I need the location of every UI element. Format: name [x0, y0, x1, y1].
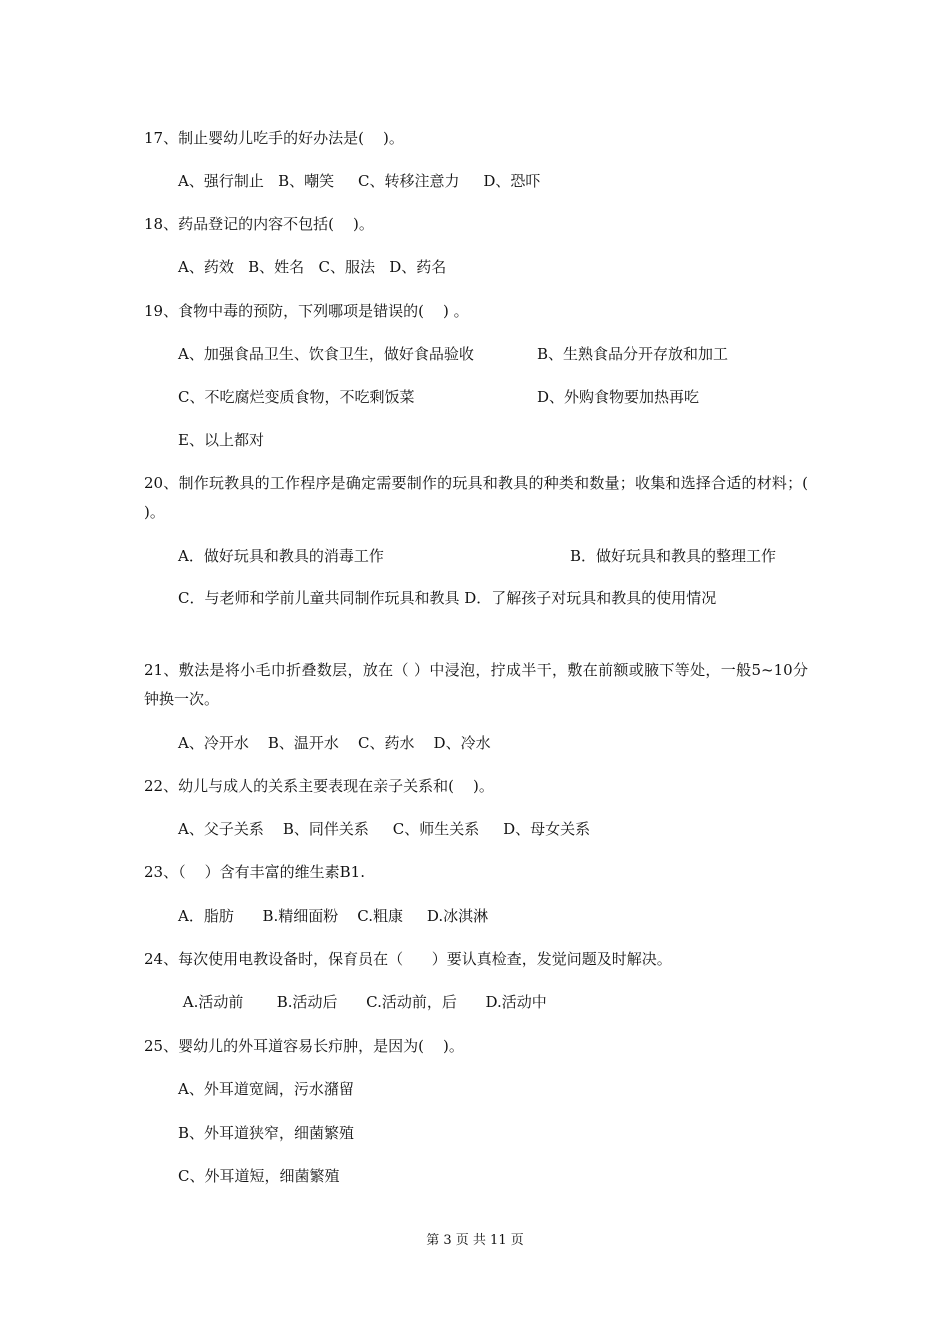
question-23-stem: 23、（ ）含有丰富的维生素B1.: [144, 863, 365, 881]
question-25-option-b: B、外耳道狭窄，细菌繁殖: [178, 1124, 355, 1142]
question-20-option-b: B．做好玩具和教具的整理工作: [570, 547, 777, 565]
question-19-option-b: B、生熟食品分开存放和加工: [537, 345, 729, 363]
page-number-footer: 第 3 页 共 11 页: [426, 1233, 524, 1248]
question-21-stem: 21、敷法是将小毛巾折叠数层，放在（ ）中浸泡，拧成半干，敷在前额或腋下等处，一般5~10分钟换一次。: [144, 661, 808, 708]
question-25-option-a: A、外耳道宽阔，污水潴留: [178, 1080, 354, 1098]
question-25-option-c: C、外耳道短，细菌繁殖: [178, 1167, 340, 1185]
question-17-stem: 17、制止婴幼儿吃手的好办法是( )。: [144, 129, 404, 147]
question-19-option-e: E、以上都对: [178, 431, 264, 449]
question-17-options: A、强行制止 B、嘲笑 C、转移注意力 D、恐吓: [178, 172, 541, 190]
question-24-options: A.活动前 B.活动后 C.活动前，后 D.活动中: [178, 993, 547, 1011]
question-24-stem: 24、每次使用电教设备时，保育员在（ ）要认真检查，发觉问题及时解决。: [144, 950, 672, 968]
question-21-options: A、冷开水 B、温开水 C、药水 D、冷水: [178, 734, 491, 752]
question-18-options: A、药效 B、姓名 C、服法 D、药名: [178, 258, 447, 276]
question-22-options: A、父子关系 B、同伴关系 C、师生关系 D、母女关系: [178, 820, 591, 838]
question-18-stem: 18、药品登记的内容不包括( )。: [144, 215, 374, 233]
question-20-option-a: A．做好玩具和教具的消毒工作: [178, 547, 384, 565]
question-25-stem: 25、婴幼儿的外耳道容易长疖肿，是因为( )。: [144, 1037, 464, 1055]
question-19-option-c: C、不吃腐烂变质食物，不吃剩饭菜: [178, 388, 415, 406]
question-19-option-d: D、外购食物要加热再吃: [537, 388, 700, 406]
question-22-stem: 22、幼儿与成人的关系主要表现在亲子关系和( )。: [144, 777, 494, 795]
question-20-options-cd: C．与老师和学前儿童共同制作玩具和教具 D．了解孩子对玩具和教具的使用情况: [178, 589, 717, 607]
question-23-options: A．脂肪 B.精细面粉 C.粗康 D.冰淇淋: [178, 907, 489, 925]
question-19-stem: 19、食物中毒的预防，下列哪项是错误的( ) 。: [144, 302, 469, 320]
question-19-option-a: A、加强食品卫生、饮食卫生，做好食品验收: [178, 345, 474, 363]
question-20-stem: 20、制作玩教具的工作程序是确定需要制作的玩具和教具的种类和数量；收集和选择合适的材料；( )。: [144, 474, 808, 521]
